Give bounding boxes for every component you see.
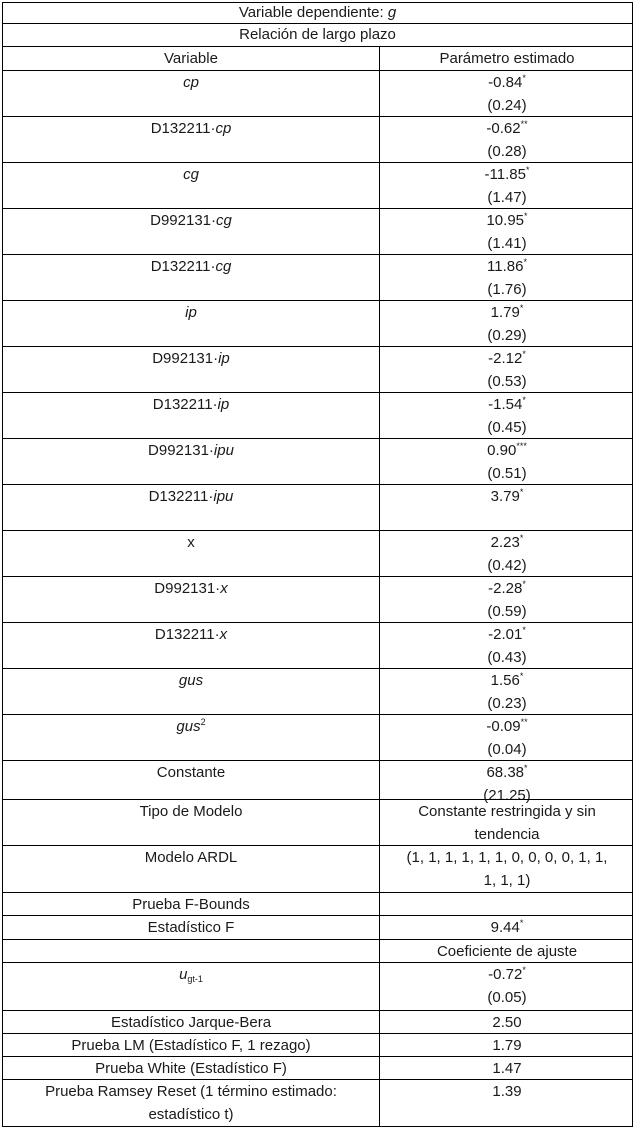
significance-mark: ** xyxy=(520,717,528,727)
estimate-cell xyxy=(379,439,634,484)
table-row xyxy=(2,116,633,162)
table-row xyxy=(2,346,633,392)
estimate-value: 3.79 xyxy=(490,488,520,505)
estimate-value: 10.95 xyxy=(486,212,525,229)
variable-cell xyxy=(3,439,379,484)
lm-row xyxy=(2,1033,633,1056)
variable-name: cp xyxy=(183,74,199,91)
variable-name: ipu xyxy=(213,488,234,505)
estf-value: 9.44* xyxy=(379,916,634,939)
variable-prefix: D992131· xyxy=(148,442,214,459)
variable-prefix: D132211· xyxy=(150,258,216,275)
estimate-cell xyxy=(379,71,634,116)
jarque-bera-value: 2.50 xyxy=(379,1011,634,1033)
variable-name: x xyxy=(219,626,228,643)
significance-mark: * xyxy=(522,349,526,359)
variable-prefix: x xyxy=(187,534,195,551)
standard-error: (0.45) xyxy=(487,419,527,436)
variable-name: ip xyxy=(185,304,197,321)
ramsey-value: 1.39 xyxy=(379,1080,634,1126)
significance-mark: ** xyxy=(520,119,528,129)
ardl-value: (1, 1, 1, 1, 1, 1, 0, 0, 0, 0, 1, 1, 1, 1, 1) xyxy=(379,846,634,892)
coef-ajuste-header: Coeficiente de ajuste xyxy=(379,940,634,962)
model-type-label: Tipo de Modelo xyxy=(139,803,243,820)
estimate-value: -0.84 xyxy=(488,74,523,91)
coef-ajuste-header-row xyxy=(2,939,633,962)
significance-mark: * xyxy=(524,211,528,221)
significance-mark: * xyxy=(519,487,524,497)
variable-cell xyxy=(3,623,379,668)
ramsey-row xyxy=(2,1079,633,1127)
variable-name: cg xyxy=(183,166,199,183)
variable-name: cg xyxy=(216,212,232,229)
variable-prefix: D132211· xyxy=(148,488,214,505)
significance-mark: * xyxy=(522,579,526,589)
table-row xyxy=(2,668,633,714)
table-row xyxy=(2,622,633,668)
variable-name: cp xyxy=(215,120,232,137)
variable-name: ip xyxy=(217,396,230,413)
variable-exponent: 2 xyxy=(200,717,206,727)
table-row xyxy=(2,484,633,530)
variable-prefix: D992131· xyxy=(154,580,221,597)
estimate-cell xyxy=(379,393,634,438)
ecm-label: $u_{gt-1}$ xyxy=(179,966,203,984)
coef-ajuste-blank xyxy=(3,940,379,962)
standard-error: (0.42) xyxy=(487,557,527,574)
estimate-value: -11.85 xyxy=(484,166,526,183)
estimate-value: -2.12 xyxy=(488,350,523,367)
estimate-cell xyxy=(379,669,634,714)
significance-mark: * xyxy=(519,303,524,313)
significance-mark: * xyxy=(522,625,526,635)
title-row xyxy=(2,2,633,23)
title-variable: g xyxy=(387,4,397,21)
estf-row xyxy=(2,915,633,939)
table-row xyxy=(2,392,633,438)
standard-error: (0.24) xyxy=(487,97,527,114)
estimate-value: -2.01 xyxy=(488,626,523,643)
variable-cell xyxy=(3,347,379,392)
variable-cell xyxy=(3,209,379,254)
estimate-value: -0.62 xyxy=(486,120,521,137)
table-row xyxy=(2,576,633,622)
standard-error: (21.25) xyxy=(483,787,531,804)
significance-mark: * xyxy=(523,257,527,267)
table-subtitle: Relación de largo plazo xyxy=(239,26,396,43)
estimate-cell xyxy=(379,301,634,346)
estimate-value: 2.23 xyxy=(490,534,520,551)
fbounds-label: Prueba F-Bounds xyxy=(132,896,250,913)
estimate-cell xyxy=(379,347,634,392)
standard-error: (1.41) xyxy=(487,235,527,252)
variable-prefix: D132211· xyxy=(154,626,220,643)
variable-name: ipu xyxy=(213,442,234,459)
standard-error: (1.76) xyxy=(487,281,527,298)
table-row xyxy=(2,300,633,346)
estimate-value: 11.86 xyxy=(487,258,524,275)
table-row xyxy=(2,208,633,254)
significance-mark: * xyxy=(519,533,524,543)
variable-cell xyxy=(3,255,379,300)
variable-prefix: D992131· xyxy=(150,212,217,229)
estimate-cell xyxy=(379,577,634,622)
estimate-cell xyxy=(379,485,634,530)
significance-mark: * xyxy=(522,395,526,405)
standard-error: (0.53) xyxy=(487,373,527,390)
significance-mark: * xyxy=(519,671,524,681)
variable-cell xyxy=(3,301,379,346)
estimate-cell xyxy=(379,255,634,300)
significance-mark: * xyxy=(525,165,530,175)
ecm-value: -0.72* (0.05) xyxy=(379,963,634,1010)
variable-cell xyxy=(3,531,379,576)
estimate-cell xyxy=(379,715,634,760)
estimate-value: -0.09 xyxy=(486,718,521,735)
estimate-cell xyxy=(379,623,634,668)
jarque-bera-row xyxy=(2,1010,633,1033)
ardl-row xyxy=(2,845,633,892)
variable-name: ip xyxy=(218,350,230,367)
standard-error: (0.51) xyxy=(487,465,527,482)
column-header-row xyxy=(2,46,633,70)
table-row xyxy=(2,254,633,300)
standard-error: (1.47) xyxy=(487,189,527,206)
variable-cell xyxy=(3,715,379,760)
estimate-value: 1.79 xyxy=(490,304,520,321)
standard-error: (0.29) xyxy=(487,327,527,344)
estimate-value: 68.38 xyxy=(486,764,525,781)
table-row xyxy=(2,162,633,208)
significance-mark: * xyxy=(522,73,526,83)
variable-cell xyxy=(3,163,379,208)
model-type-value: Constante restringida y sin tendencia xyxy=(379,800,634,845)
table-row xyxy=(2,530,633,576)
fbounds-value xyxy=(379,893,634,915)
table-title xyxy=(3,3,632,23)
estimate-value: 0.90 xyxy=(487,442,517,459)
variable-name: gus xyxy=(176,718,201,735)
estimate-cell xyxy=(379,163,634,208)
table-row xyxy=(2,714,633,760)
standard-error: (0.04) xyxy=(487,741,527,758)
estf-label: Estadístico F xyxy=(147,919,235,936)
variable-prefix: D132211· xyxy=(152,396,218,413)
title-prefix: Variable dependiente: xyxy=(238,4,388,21)
white-label: Prueba White (Estadístico F) xyxy=(95,1060,287,1077)
standard-error: (0.43) xyxy=(487,649,527,666)
variable-name: cg xyxy=(215,258,232,275)
model-type-row xyxy=(2,799,633,845)
significance-mark: * xyxy=(519,918,524,928)
white-row xyxy=(2,1056,633,1079)
variable-prefix: D992131· xyxy=(152,350,219,367)
white-value: 1.47 xyxy=(379,1057,634,1079)
column-header-param: Parámetro estimado xyxy=(379,47,634,70)
jarque-bera-label: Estadístico Jarque-Bera xyxy=(110,1014,272,1031)
ecm-row xyxy=(2,962,633,1010)
estimate-value: -2.28 xyxy=(488,580,523,597)
lm-label: Prueba LM (Estadístico F, 1 rezago) xyxy=(71,1037,311,1054)
estimate-value: 1.56 xyxy=(490,672,520,689)
variable-cell xyxy=(3,71,379,116)
estimate-cell xyxy=(379,209,634,254)
table-row xyxy=(2,70,633,116)
standard-error: (0.28) xyxy=(487,143,527,160)
significance-mark: *** xyxy=(516,441,527,451)
variable-prefix: Constante xyxy=(156,764,226,781)
fbounds-row xyxy=(2,892,633,915)
table-row xyxy=(2,438,633,484)
variable-cell xyxy=(3,669,379,714)
lm-value: 1.79 xyxy=(379,1034,634,1056)
variable-prefix: D132211· xyxy=(150,120,216,137)
variable-cell xyxy=(3,393,379,438)
estimate-value: -1.54 xyxy=(488,396,523,413)
column-header-variable: Variable xyxy=(164,50,218,67)
standard-error xyxy=(380,508,634,531)
estimate-cell xyxy=(379,531,634,576)
variable-cell xyxy=(3,485,379,530)
variable-cell xyxy=(3,577,379,622)
standard-error: (0.59) xyxy=(487,603,527,620)
significance-mark: * xyxy=(524,763,528,773)
variable-cell xyxy=(3,117,379,162)
standard-error: (0.23) xyxy=(487,695,527,712)
ramsey-label: Prueba Ramsey Reset (1 término estimado: estadístico t) xyxy=(45,1083,337,1123)
ardl-label: Modelo ARDL xyxy=(144,849,238,866)
significance-mark: * xyxy=(522,965,526,975)
variable-name: gus xyxy=(178,672,204,689)
variable-name: x xyxy=(220,580,228,597)
subtitle-row xyxy=(2,23,633,46)
estimate-cell xyxy=(379,117,634,162)
